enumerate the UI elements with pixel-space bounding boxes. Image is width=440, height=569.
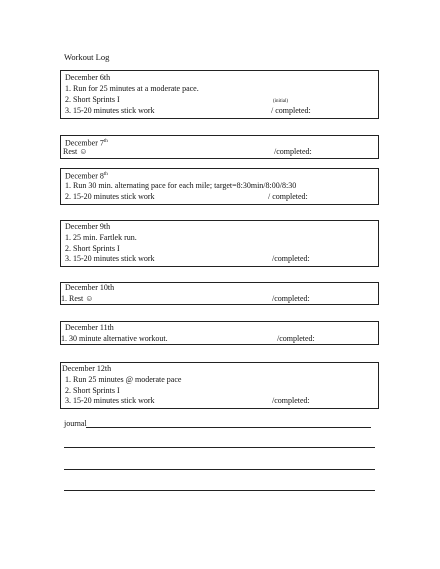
entry-heading-suffix: th bbox=[103, 172, 108, 177]
entry-line: Rest ☺ bbox=[63, 147, 88, 156]
journal-label: journal bbox=[64, 419, 87, 428]
initial-note: (initial) bbox=[273, 99, 288, 104]
entry-heading: December 10th bbox=[65, 283, 115, 292]
page-title: Workout Log bbox=[64, 52, 110, 62]
journal-line[interactable] bbox=[64, 447, 375, 448]
journal-line[interactable] bbox=[64, 490, 375, 491]
completed-label: /completed: bbox=[272, 396, 310, 405]
entry-line: 1. Run 25 minutes @ moderate pace bbox=[65, 375, 182, 384]
entry-line: 1. 30 minute alternative workout. bbox=[61, 334, 168, 343]
completed-label: /completed: bbox=[272, 254, 310, 263]
entry-heading: December 6th bbox=[65, 73, 111, 82]
entry-line: 3. 15-20 minutes stick work bbox=[65, 396, 155, 405]
completed-label: / completed: bbox=[268, 192, 308, 201]
entry-line: 1. Run for 25 minutes at a moderate pace. bbox=[65, 84, 199, 93]
entry-heading bbox=[65, 170, 108, 182]
entry-line: 2. 15-20 minutes stick work bbox=[65, 192, 155, 201]
entry-line: 2. Short Sprints I bbox=[65, 244, 120, 253]
journal-line[interactable] bbox=[86, 427, 371, 428]
entry-line: 1. Rest ☺ bbox=[61, 294, 94, 303]
entry-heading-text: December 8 bbox=[65, 171, 104, 181]
entry-line: 1. 25 min. Fartlek run. bbox=[65, 233, 137, 242]
entry-line: 2. Short Sprints I bbox=[65, 95, 120, 104]
completed-label: /completed: bbox=[272, 294, 310, 303]
entry-heading: December 11th bbox=[65, 323, 114, 332]
completed-label: /completed: bbox=[274, 147, 312, 156]
entry-line: 2. Short Sprints I bbox=[65, 386, 120, 395]
entry-heading: December 9th bbox=[65, 222, 111, 231]
entry-line: 3. 15-20 minutes stick work bbox=[65, 254, 155, 263]
completed-label: /completed: bbox=[277, 334, 315, 343]
entry-heading-text: December 7 bbox=[65, 138, 104, 148]
entry-heading-suffix: th bbox=[103, 139, 108, 144]
entry-line: 1. Run 30 min. alternating pace for each mile; target=8:30min/8:00/8:30 bbox=[65, 181, 297, 190]
entry-line: 3. 15-20 minutes stick work bbox=[65, 106, 155, 115]
completed-label: / completed: bbox=[271, 106, 311, 115]
entry-heading: December 12th bbox=[62, 364, 112, 373]
journal-line[interactable] bbox=[64, 469, 375, 470]
